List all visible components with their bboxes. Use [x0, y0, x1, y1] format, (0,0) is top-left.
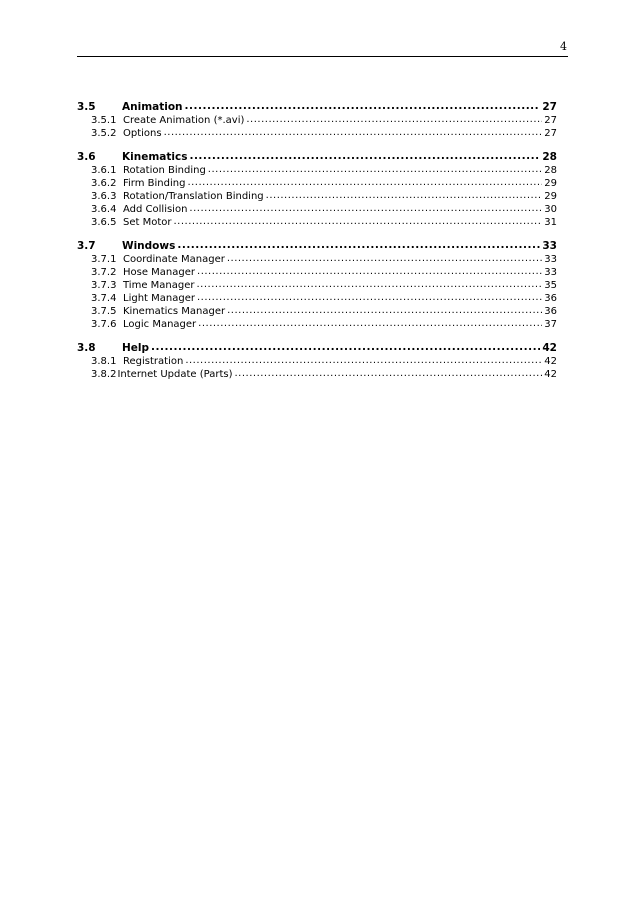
toc-entry-main[interactable] [77, 100, 557, 114]
dot-leader [197, 265, 542, 278]
toc-page: 37 [544, 319, 557, 330]
toc-title: Registration [123, 356, 184, 367]
toc-page: 28 [542, 151, 557, 163]
toc-number: 3.6.1 [91, 165, 117, 176]
dot-leader [187, 176, 542, 189]
toc-title: Kinematics [122, 151, 188, 163]
toc-title: Internet Update (Parts) [117, 369, 233, 380]
toc-page: 42 [544, 356, 557, 367]
dot-leader [164, 126, 543, 139]
toc-title: Windows [122, 240, 176, 252]
toc-title: Coordinate Manager [123, 254, 225, 265]
dot-leader [227, 304, 542, 317]
toc-page: 29 [544, 191, 557, 202]
toc-title: Time Manager [123, 280, 195, 291]
toc-title: Light Manager [123, 293, 195, 304]
header-rule [77, 56, 568, 57]
dot-leader [266, 189, 543, 202]
toc-entry-main[interactable] [77, 341, 557, 355]
toc-title: Set Motor [123, 217, 172, 228]
dot-leader [208, 163, 542, 176]
toc-entry-sub[interactable] [77, 127, 557, 140]
toc-number: 3.7.6 [91, 319, 117, 330]
toc-entry-main[interactable] [77, 239, 557, 253]
toc-title: Hose Manager [123, 267, 196, 278]
toc-number: 3.5.2 [91, 128, 117, 139]
toc-section [77, 341, 557, 381]
toc-page: 36 [544, 306, 557, 317]
toc-page: 27 [544, 128, 557, 139]
toc-number: 3.7.4 [91, 293, 117, 304]
toc-title: Rotation/Translation Binding [123, 191, 264, 202]
toc-number: 3.5 [77, 101, 96, 113]
dot-leader [198, 317, 542, 330]
toc-page: 30 [544, 204, 557, 215]
dot-leader [177, 238, 540, 252]
dot-leader [246, 113, 542, 126]
toc-number: 3.5.1 [91, 115, 117, 126]
toc-number: 3.8.2 [91, 369, 117, 380]
toc-page: 42 [544, 369, 557, 380]
toc-number: 3.7.2 [91, 267, 117, 278]
toc-number: 3.7.3 [91, 280, 117, 291]
toc-number: 3.6.3 [91, 191, 117, 202]
toc-section [77, 150, 557, 229]
dot-leader [151, 340, 540, 354]
toc-title: Kinematics Manager [123, 306, 226, 317]
toc-page: 33 [544, 267, 557, 278]
dot-leader [227, 252, 542, 265]
toc-number: 3.6.5 [91, 217, 117, 228]
toc-page: 35 [544, 280, 557, 291]
toc-number: 3.7.1 [91, 254, 117, 265]
dot-leader [185, 354, 542, 367]
dot-leader [185, 99, 541, 113]
toc-entry-main[interactable] [77, 150, 557, 164]
toc-title: Create Animation (*.avi) [123, 115, 245, 126]
toc-page: 29 [544, 178, 557, 189]
toc-section [77, 239, 557, 331]
toc-title: Help [122, 342, 150, 354]
toc-page: 42 [542, 342, 557, 354]
toc-title: Logic Manager [123, 319, 197, 330]
dot-leader [189, 202, 542, 215]
page-number: 4 [560, 40, 567, 53]
toc-entry-sub[interactable] [77, 216, 557, 229]
toc-number: 3.8 [77, 342, 96, 354]
table-of-contents [77, 100, 557, 391]
toc-number: 3.7 [77, 240, 96, 252]
toc-page: 33 [544, 254, 557, 265]
toc-title: Rotation Binding [123, 165, 206, 176]
toc-page: 33 [542, 240, 557, 252]
toc-title: Firm Binding [123, 178, 186, 189]
toc-page: 27 [542, 101, 557, 113]
dot-leader [235, 367, 543, 380]
toc-page: 27 [544, 115, 557, 126]
toc-entry-sub[interactable] [77, 368, 557, 381]
dot-leader [189, 149, 540, 163]
toc-section [77, 100, 557, 140]
toc-title: Add Collision [123, 204, 188, 215]
toc-title: Animation [122, 101, 183, 113]
toc-entry-sub[interactable] [77, 318, 557, 331]
toc-number: 3.6 [77, 151, 96, 163]
toc-page: 28 [544, 165, 557, 176]
toc-number: 3.7.5 [91, 306, 117, 317]
dot-leader [196, 278, 542, 291]
toc-number: 3.8.1 [91, 356, 117, 367]
toc-number: 3.6.2 [91, 178, 117, 189]
toc-title: Options [123, 128, 162, 139]
dot-leader [197, 291, 542, 304]
toc-page: 36 [544, 293, 557, 304]
toc-number: 3.6.4 [91, 204, 117, 215]
dot-leader [174, 215, 543, 228]
toc-page: 31 [544, 217, 557, 228]
